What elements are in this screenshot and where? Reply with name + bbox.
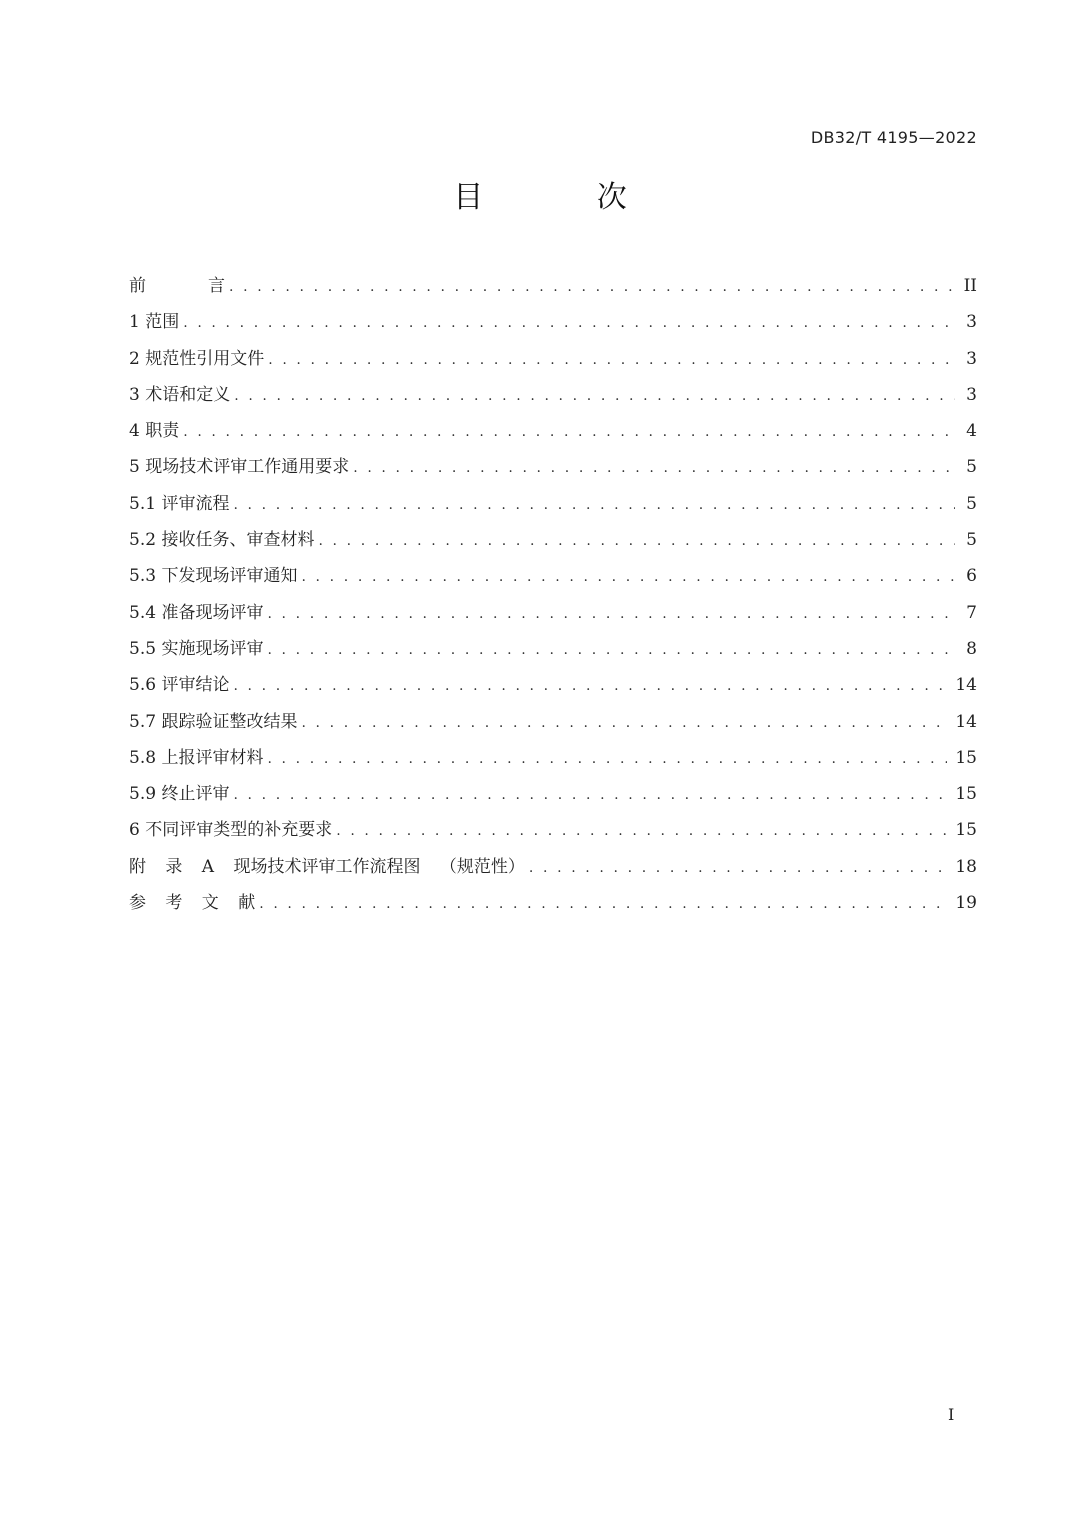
toc-page-number: 8 (966, 638, 977, 659)
toc-entry[interactable] (129, 595, 977, 631)
toc-entry[interactable] (129, 341, 977, 377)
toc-label: 5.5 实施现场评审 (129, 638, 264, 659)
toc-entry-appendix-a[interactable] (129, 849, 977, 885)
toc-label: 5.8 上报评审材料 (129, 747, 264, 768)
toc-leader-dots (301, 559, 955, 595)
toc-label: 前 言 (129, 276, 225, 296)
toc-leader-dots (183, 414, 955, 450)
toc-entry[interactable] (129, 776, 977, 812)
page-number: I (948, 1405, 955, 1424)
toc-page-number: 6 (966, 566, 977, 587)
toc-page-number: 3 (966, 384, 977, 405)
toc-leader-dots (267, 632, 955, 668)
toc-label: 参 考 文 献 (129, 893, 256, 914)
toc-label: 5.6 评审结论 (129, 675, 230, 696)
toc-page-number: 5 (966, 530, 977, 551)
toc-page-number: 15 (955, 784, 977, 805)
toc-label: 5.1 评审流程 (129, 493, 230, 514)
toc-leader-dots (267, 741, 947, 777)
toc-entry[interactable] (129, 631, 977, 667)
table-of-contents (129, 268, 977, 921)
toc-page-number: 3 (966, 348, 977, 369)
toc-leader-dots (229, 269, 955, 305)
toc-leader-dots (529, 850, 947, 886)
toc-page-number: 18 (955, 856, 977, 877)
toc-label: 3 术语和定义 (129, 384, 231, 405)
toc-label: 5.3 下发现场评审通知 (129, 566, 298, 587)
toc-page-number: 14 (955, 711, 977, 732)
toc-leader-dots (234, 378, 955, 414)
toc-entry[interactable] (129, 449, 977, 485)
toc-leader-dots (233, 668, 947, 704)
toc-page-number: 15 (955, 747, 977, 768)
toc-page-number: 19 (955, 893, 977, 914)
toc-entry[interactable] (129, 558, 977, 594)
toc-label: 6 不同评审类型的补充要求 (129, 820, 333, 841)
toc-label: 4 职责 (129, 421, 180, 442)
toc-entry[interactable] (129, 304, 977, 340)
toc-label: 5.7 跟踪验证整改结果 (129, 711, 298, 732)
toc-entry[interactable] (129, 667, 977, 703)
page-title: 目 次 (453, 180, 679, 215)
toc-leader-dots (268, 342, 955, 378)
toc-page-number: 4 (966, 421, 977, 442)
toc-page-number: 3 (966, 312, 977, 333)
toc-leader-dots (233, 487, 955, 523)
toc-entry[interactable] (129, 812, 977, 848)
toc-label: 5 现场技术评审工作通用要求 (129, 457, 350, 478)
toc-leader-dots (318, 523, 955, 559)
toc-leader-dots (267, 596, 955, 632)
toc-entry[interactable] (129, 377, 977, 413)
toc-leader-dots (353, 450, 955, 486)
toc-entry[interactable] (129, 522, 977, 558)
toc-entry[interactable] (129, 413, 977, 449)
toc-label: 5.9 终止评审 (129, 784, 230, 805)
toc-entry[interactable] (129, 740, 977, 776)
toc-entry[interactable] (129, 704, 977, 740)
toc-page-number: 14 (955, 675, 977, 696)
toc-entry[interactable] (129, 486, 977, 522)
toc-leader-dots (233, 777, 947, 813)
toc-entry-references[interactable] (129, 885, 977, 921)
toc-label: 5.2 接收任务、审查材料 (129, 530, 315, 551)
toc-label: 附 录 A 现场技术评审工作流程图 （规范性） (129, 856, 525, 877)
document-code: DB32/T 4195—2022 (810, 128, 977, 147)
toc-page-number: 5 (966, 457, 977, 478)
toc-entry-foreword[interactable] (129, 268, 977, 304)
toc-page-number: II (963, 276, 977, 296)
toc-leader-dots (301, 705, 947, 741)
toc-page-number: 15 (955, 820, 977, 841)
toc-leader-dots (336, 813, 947, 849)
toc-leader-dots (183, 305, 955, 341)
toc-leader-dots (259, 886, 947, 922)
toc-page-number: 5 (966, 493, 977, 514)
toc-label: 2 规范性引用文件 (129, 348, 265, 369)
toc-label: 1 范围 (129, 312, 180, 333)
toc-page-number: 7 (966, 602, 977, 623)
toc-label: 5.4 准备现场评审 (129, 602, 264, 623)
